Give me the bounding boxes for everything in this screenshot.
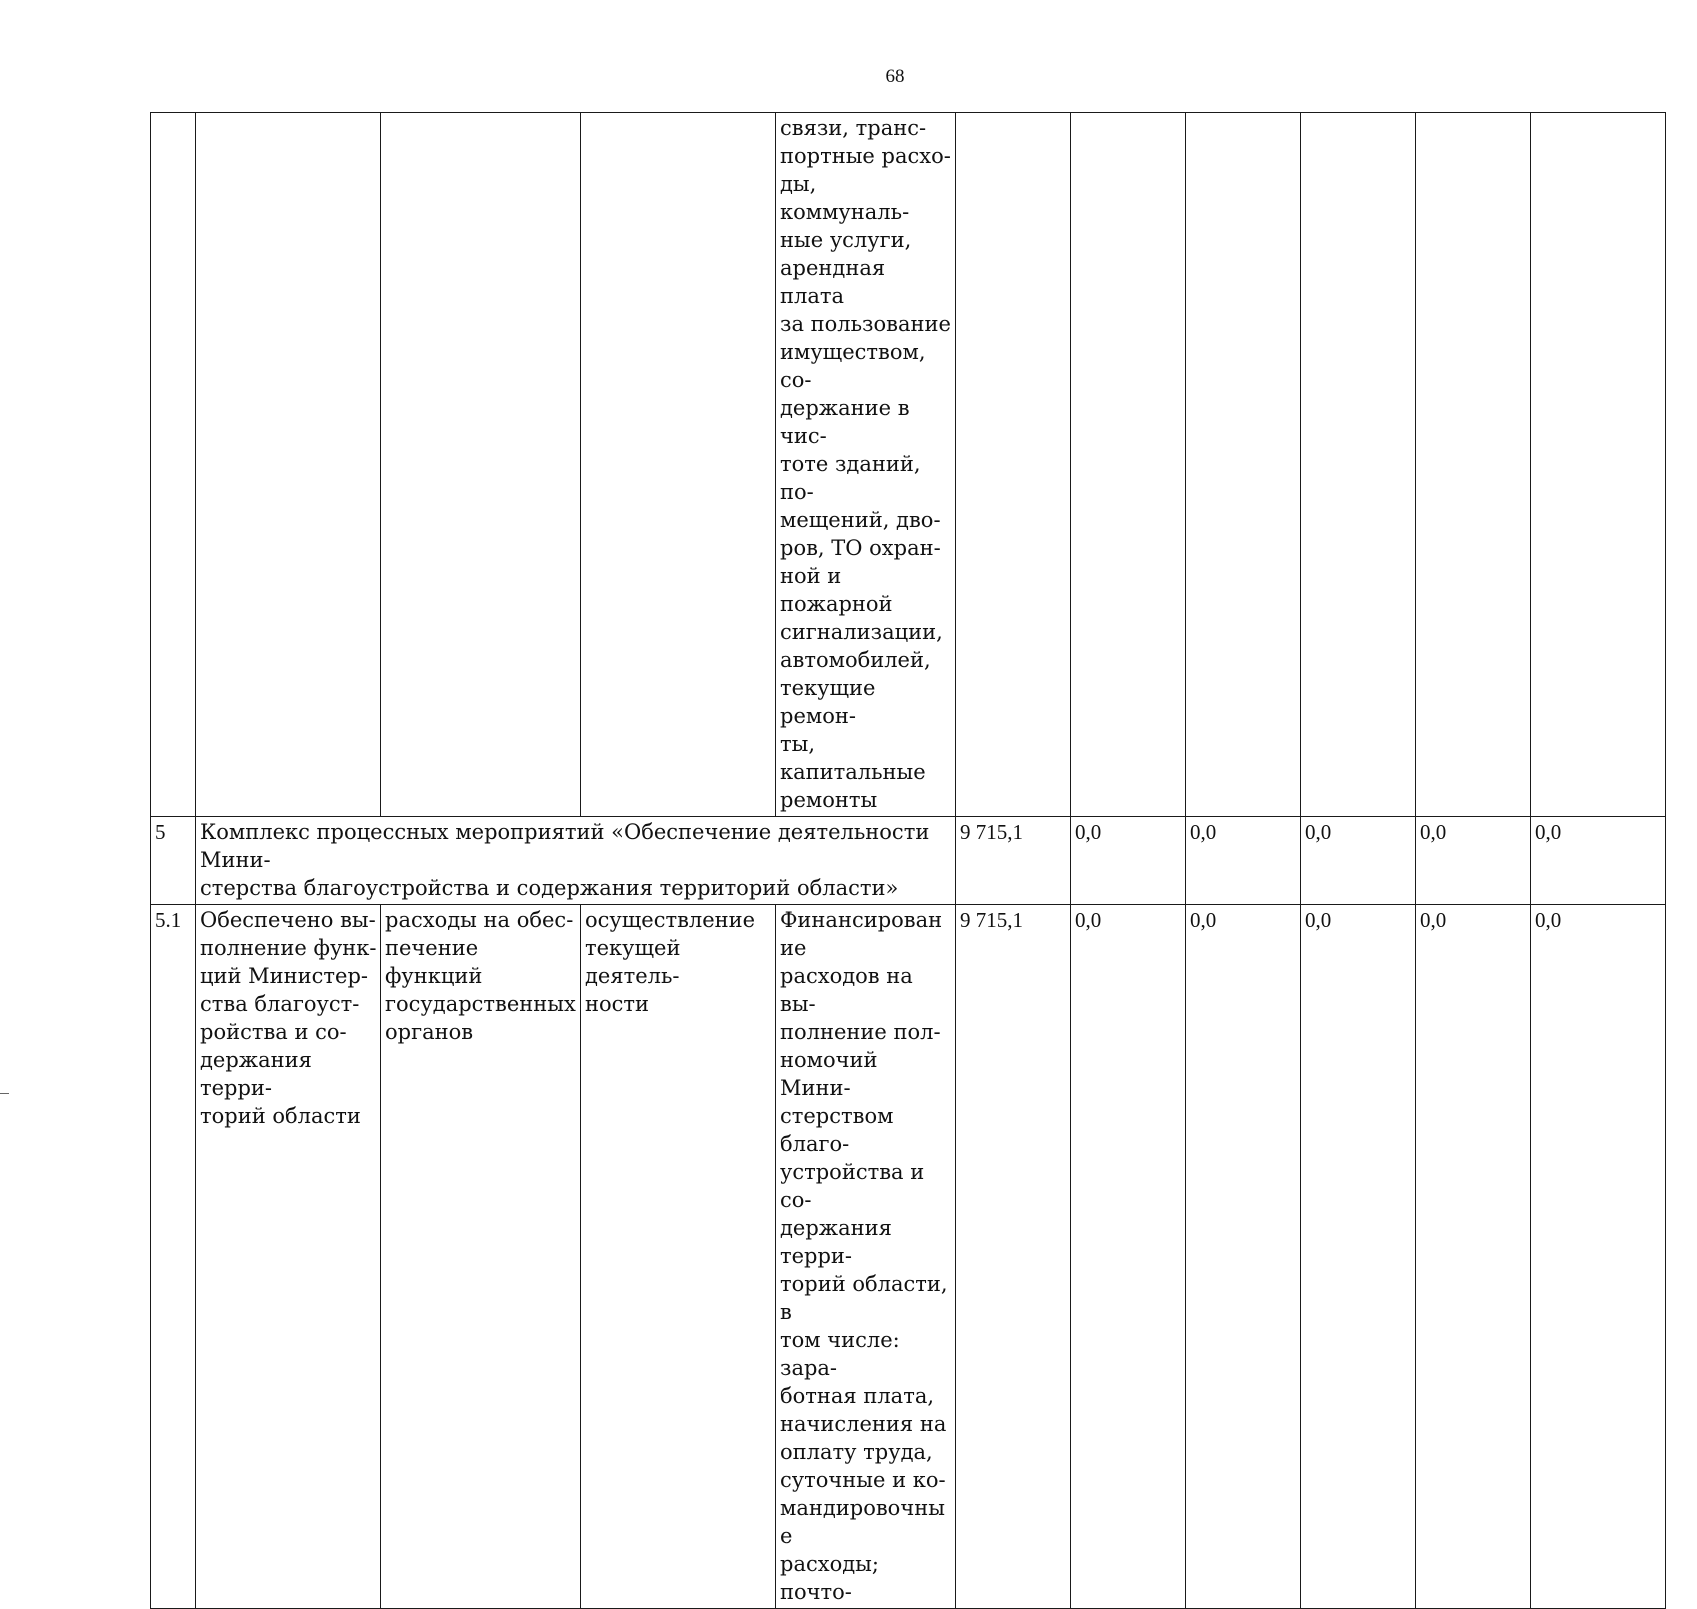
value-cell: 9 715,1 (956, 817, 1071, 905)
value-cell (1071, 113, 1186, 817)
row-number-cell (151, 113, 196, 817)
result-cell (196, 113, 381, 817)
row-number-cell: 5 (151, 817, 196, 905)
value-cell: 9 715,1 (956, 905, 1071, 1609)
budget-table (150, 112, 1666, 1609)
value-cell: 0,0 (1186, 817, 1301, 905)
value-cell (956, 113, 1071, 817)
value-cell: 0,0 (1071, 817, 1186, 905)
description-cell: Финансирование расходов на вы- полнение пол- номочий Мини- стерством благо- устройства и со- держания терри- торий области, в том числе: зара- ботная плата, начисления на оплату труда, суточные и ко- мандировочные расходы; почто- (776, 905, 956, 1609)
result-cell: Обеспечено вы- полнение функ- ций Министер- ства благоуст- ройства и со- держания терри- торий области (196, 905, 381, 1609)
value-cell: 0,0 (1416, 905, 1531, 1609)
description-cell: связи, транс- портные расхо- ды, коммуналь- ные услуги, арендная плата за пользование имуществом, со- держание в чис- тоте зданий, по- мещений, дво- ров, ТО охран- ной и пожарной сигнализации, автомобилей, текущие ремон- ты, капитальные ремонты (776, 113, 956, 817)
activity-cell (581, 113, 776, 817)
margin-mark (0, 1093, 9, 1094)
value-cell (1416, 113, 1531, 817)
activity-cell: осуществление текущей деятель- ности (581, 905, 776, 1609)
section-title-cell: Комплекс процессных мероприятий «Обеспечение деятельности Мини- стерства благоустройства и содержания территорий области» (196, 817, 956, 905)
row-number-cell: 5.1 (151, 905, 196, 1609)
value-cell: 0,0 (1531, 817, 1666, 905)
page-number: 68 (885, 66, 905, 87)
expense-type-cell (381, 113, 581, 817)
value-cell (1531, 113, 1666, 817)
value-cell (1186, 113, 1301, 817)
value-cell (1301, 113, 1416, 817)
expense-type-cell: расходы на обес- печение функций государственных органов (381, 905, 581, 1609)
table-row-section (151, 817, 1666, 905)
value-cell: 0,0 (1071, 905, 1186, 1609)
value-cell: 0,0 (1186, 905, 1301, 1609)
value-cell: 0,0 (1531, 905, 1666, 1609)
value-cell: 0,0 (1416, 817, 1531, 905)
value-cell: 0,0 (1301, 905, 1416, 1609)
table-row (151, 905, 1666, 1609)
value-cell: 0,0 (1301, 817, 1416, 905)
table-row-continuation (151, 113, 1666, 817)
